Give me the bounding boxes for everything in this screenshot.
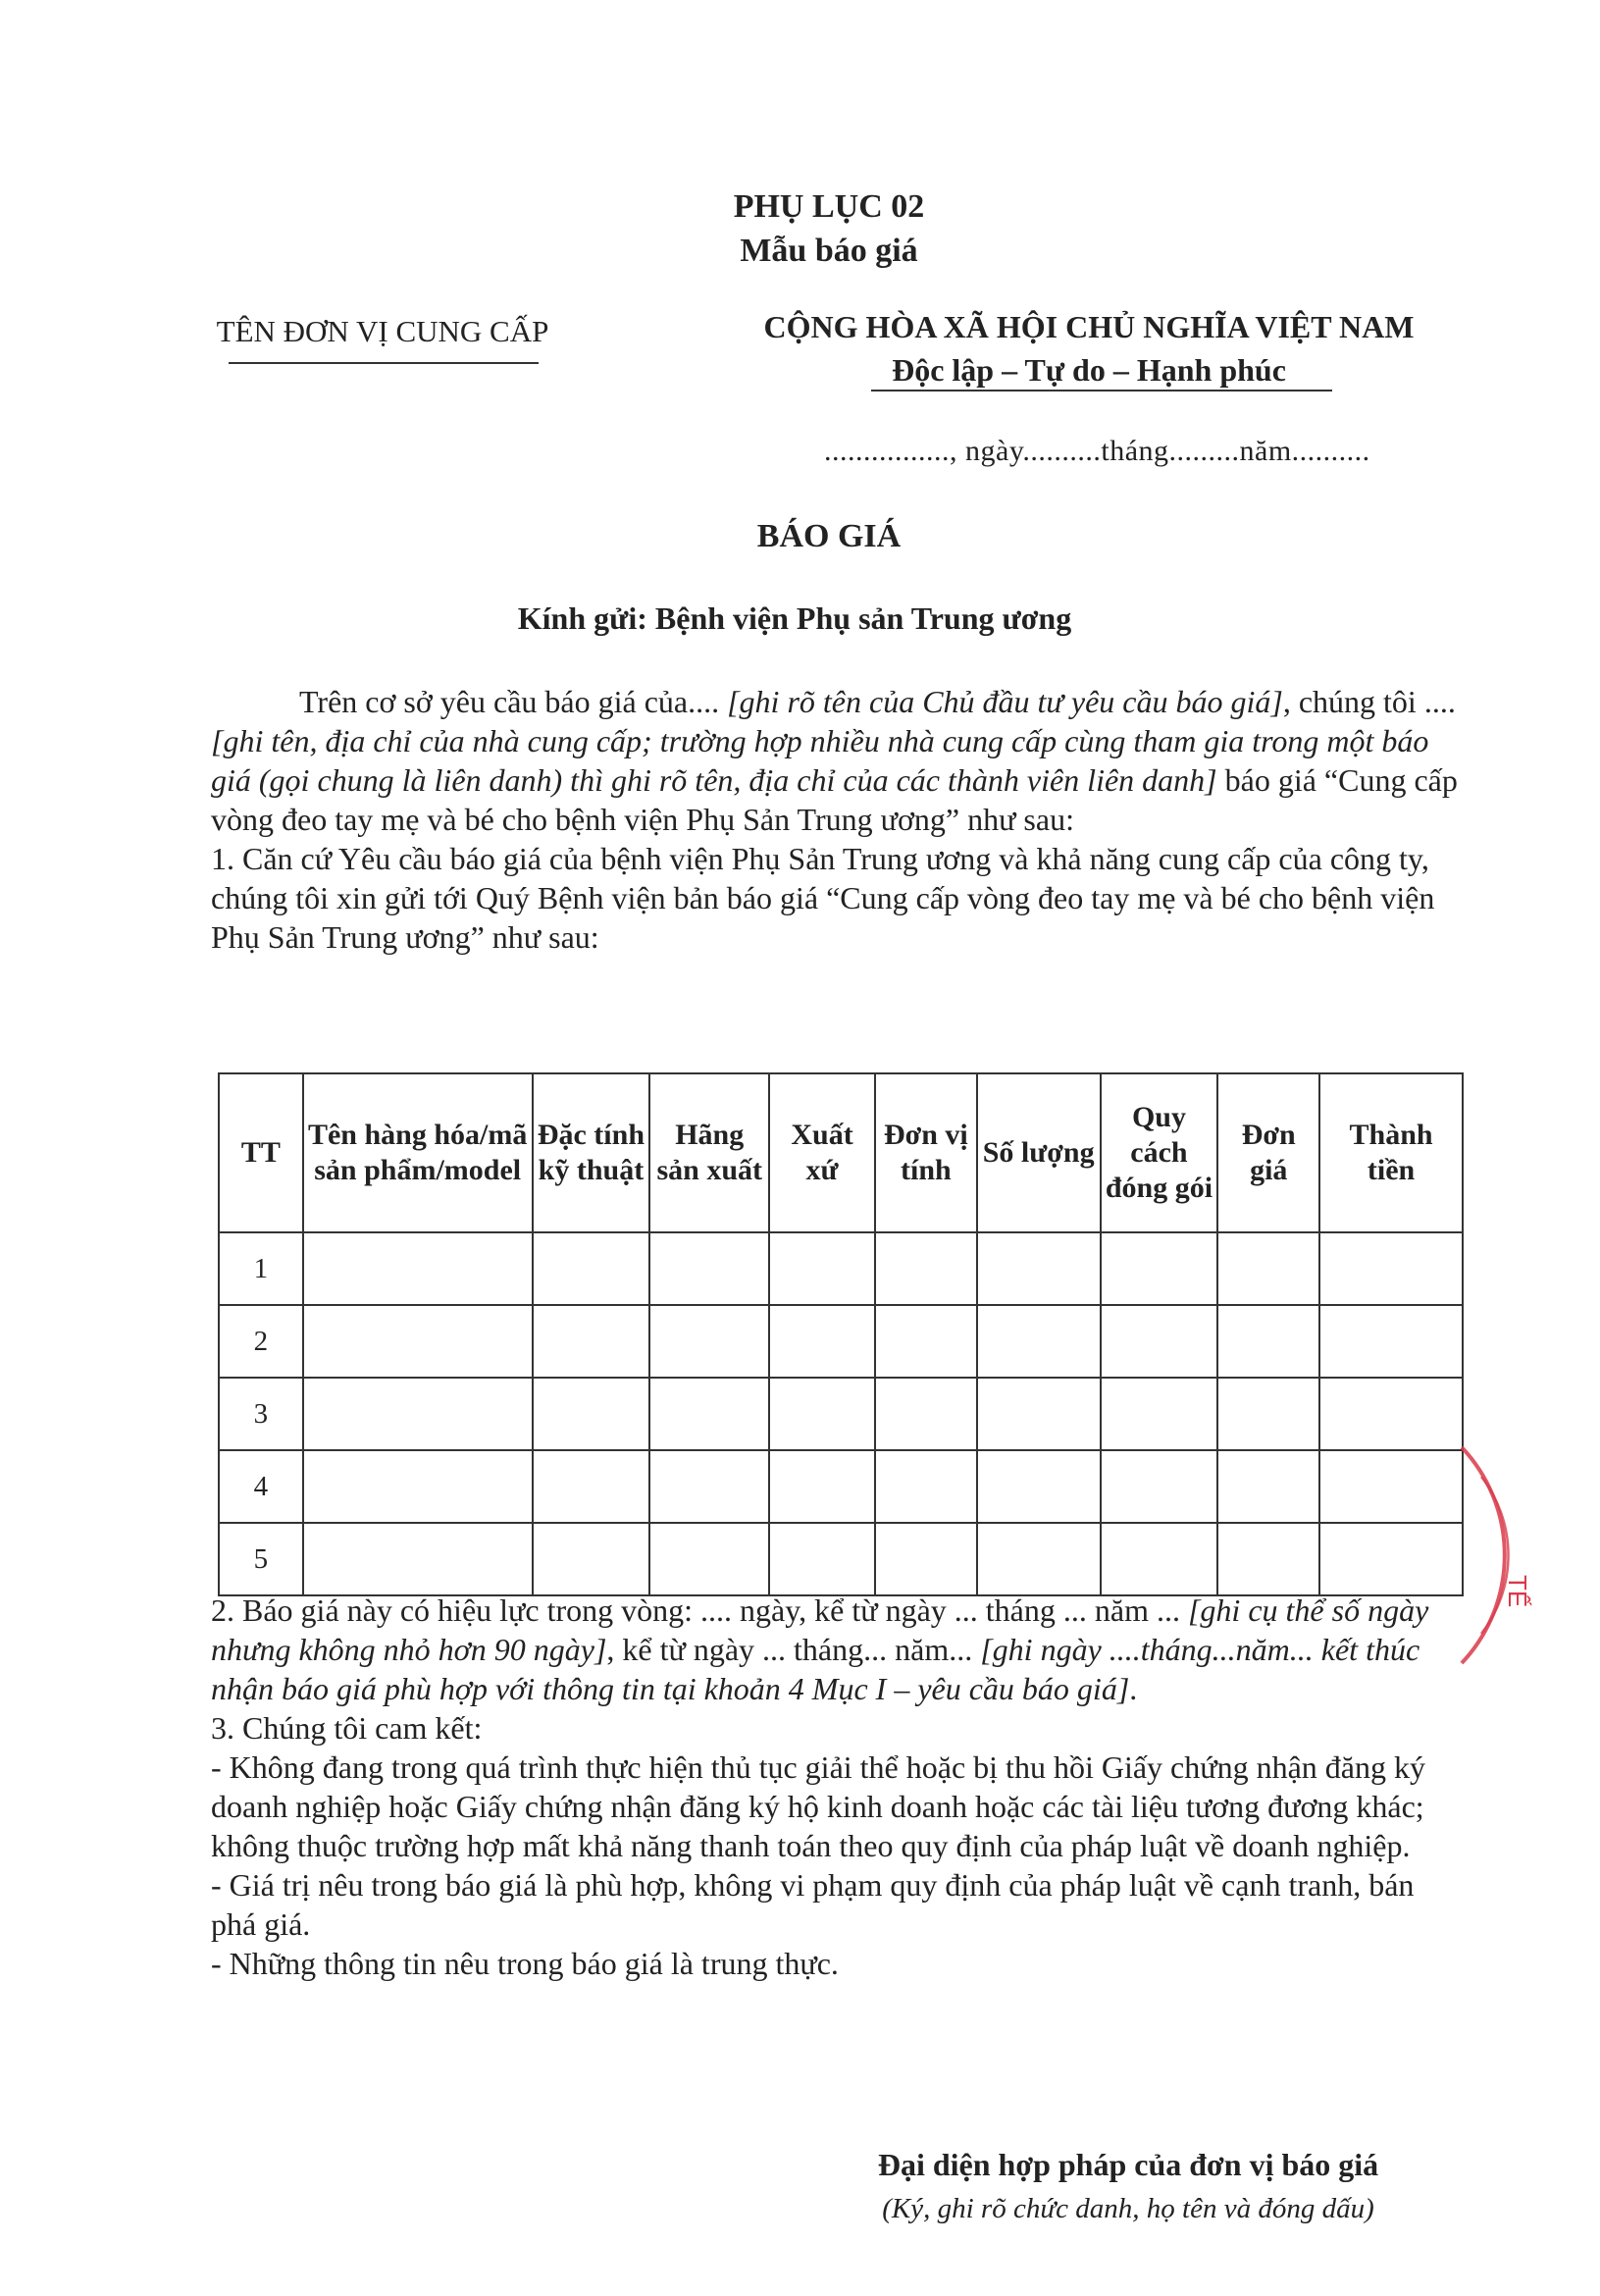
intro-placeholder-2: [ghi tên, địa chỉ của nhà cung cấp; trường hợp nhiều nhà cung cấp cùng tham gia trong một báo giá (gọi chung là liên danh) thì ghi rõ tên, địa chỉ của các thành viên liên danh] [211,723,1429,798]
supplier-name-header: TÊN ĐƠN VỊ CUNG CẤP [216,314,549,348]
terms-section [211,1591,1462,1983]
item-2-text-2: , kể từ ngày ... tháng... năm... [606,1632,981,1667]
header-unit: Đơn vị tính [875,1073,977,1232]
row-number: 1 [219,1232,303,1305]
appendix-title: PHỤ LỤC 02 [733,188,925,225]
red-stamp-fragment [1452,1428,1570,1683]
header-total: Thành tiền [1319,1073,1463,1232]
national-motto: Độc lập – Tự do – Hạnh phúc [892,352,1286,388]
commitment-3: - Những thông tin nêu trong báo giá là trung thực. [211,1946,839,1981]
commitment-2: - Giá trị nêu trong báo giá là phù hợp, không vi phạm quy định của pháp luật về cạnh tranh, bán phá giá. [211,1867,1415,1942]
intro-text-1: Trên cơ sở yêu cầu báo giá của.... [299,684,728,719]
document-title: BÁO GIÁ [756,518,902,554]
header-tt: TT [219,1073,303,1232]
row-number: 3 [219,1378,303,1450]
signature-note: (Ký, ghi rõ chức danh, họ tên và đóng dấu) [882,2193,1374,2224]
date-line: ................, ngày..........tháng.........năm.......... [824,435,1370,467]
item-2-paragraph [211,1591,1462,1708]
header-unit-price: Đơn giá [1217,1073,1319,1232]
intro-placeholder-1: [ghi rõ tên của Chủ đầu tư yêu cầu báo giá] [727,684,1283,719]
table-row [219,1523,1463,1595]
motto-underline [871,390,1332,391]
intro-text-2: , chúng tôi .... [1282,684,1456,719]
row-number: 4 [219,1450,303,1523]
header-specs: Đặc tính kỹ thuật [533,1073,650,1232]
country-header: CỘNG HÒA XÃ HỘI CHỦ NGHĨA VIỆT NAM [763,309,1415,344]
item-2-text-3: . [1129,1671,1138,1706]
intro-text-3: báo giá “Cung cấp vòng đeo tay mẹ và bé cho bệnh viện Phụ Sản Trung ương” như sau: [211,762,1458,837]
table-header-row [219,1073,1463,1232]
header-origin: Xuất xứ [769,1073,875,1232]
item-2-text-1: 2. Báo giá này có hiệu lực trong vòng: .... ngày, kể từ ngày ... tháng ... năm ... [211,1592,1188,1628]
table-row [219,1305,1463,1378]
table-row [219,1378,1463,1450]
item-2-placeholder-1: [ghi cụ thể số ngày nhưng không nhỏ hơn 90 ngày] [211,1592,1429,1667]
stamp-text: TẾ [1503,1575,1532,1608]
header-product-name: Tên hàng hóa/mã sản phẩm/model [303,1073,533,1232]
intro-paragraph [211,682,1462,957]
recipient-line: Kính gửi: Bệnh viện Phụ sản Trung ương [517,600,1072,636]
item-3-title: 3. Chúng tôi cam kết: [211,1710,483,1746]
header-quantity: Số lượng [977,1073,1101,1232]
table-row [219,1232,1463,1305]
item-1-paragraph: 1. Căn cứ Yêu cầu báo giá của bệnh viện Phụ Sản Trung ương và khả năng cung cấp của công ty, chúng tôi xin gửi tới Quý Bệnh viện bản báo giá “Cung cấp vòng đeo tay mẹ và bé cho bệnh viện Phụ Sản Trung ương” như sau: [211,841,1435,955]
signature-title: Đại diện hợp pháp của đơn vị báo giá [877,2147,1379,2182]
commitment-1: - Không đang trong quá trình thực hiện thủ tục giải thể hoặc bị thu hồi Giấy chứng nhận đăng ký doanh nghiệp hoặc Giấy chứng nhận đăng ký hộ kinh doanh hoặc các tài liệu tương đương khác; không thuộc trường hợp mất khả năng thanh toán theo quy định của pháp luật về doanh nghiệp. [211,1749,1425,1863]
row-number: 5 [219,1523,303,1595]
supplier-underline [229,362,539,364]
row-number: 2 [219,1305,303,1378]
quotation-table [218,1072,1464,1596]
header-manufacturer: Hãng sản xuất [649,1073,769,1232]
form-name: Mẫu báo giá [740,233,918,269]
table-row [219,1450,1463,1523]
item-2-placeholder-2: [ghi ngày ....tháng...năm... kết thúc nhận báo giá phù hợp với thông tin tại khoản 4 Mục I – yêu cầu báo giá] [211,1632,1420,1706]
header-packaging: Quy cách đóng gói [1101,1073,1218,1232]
